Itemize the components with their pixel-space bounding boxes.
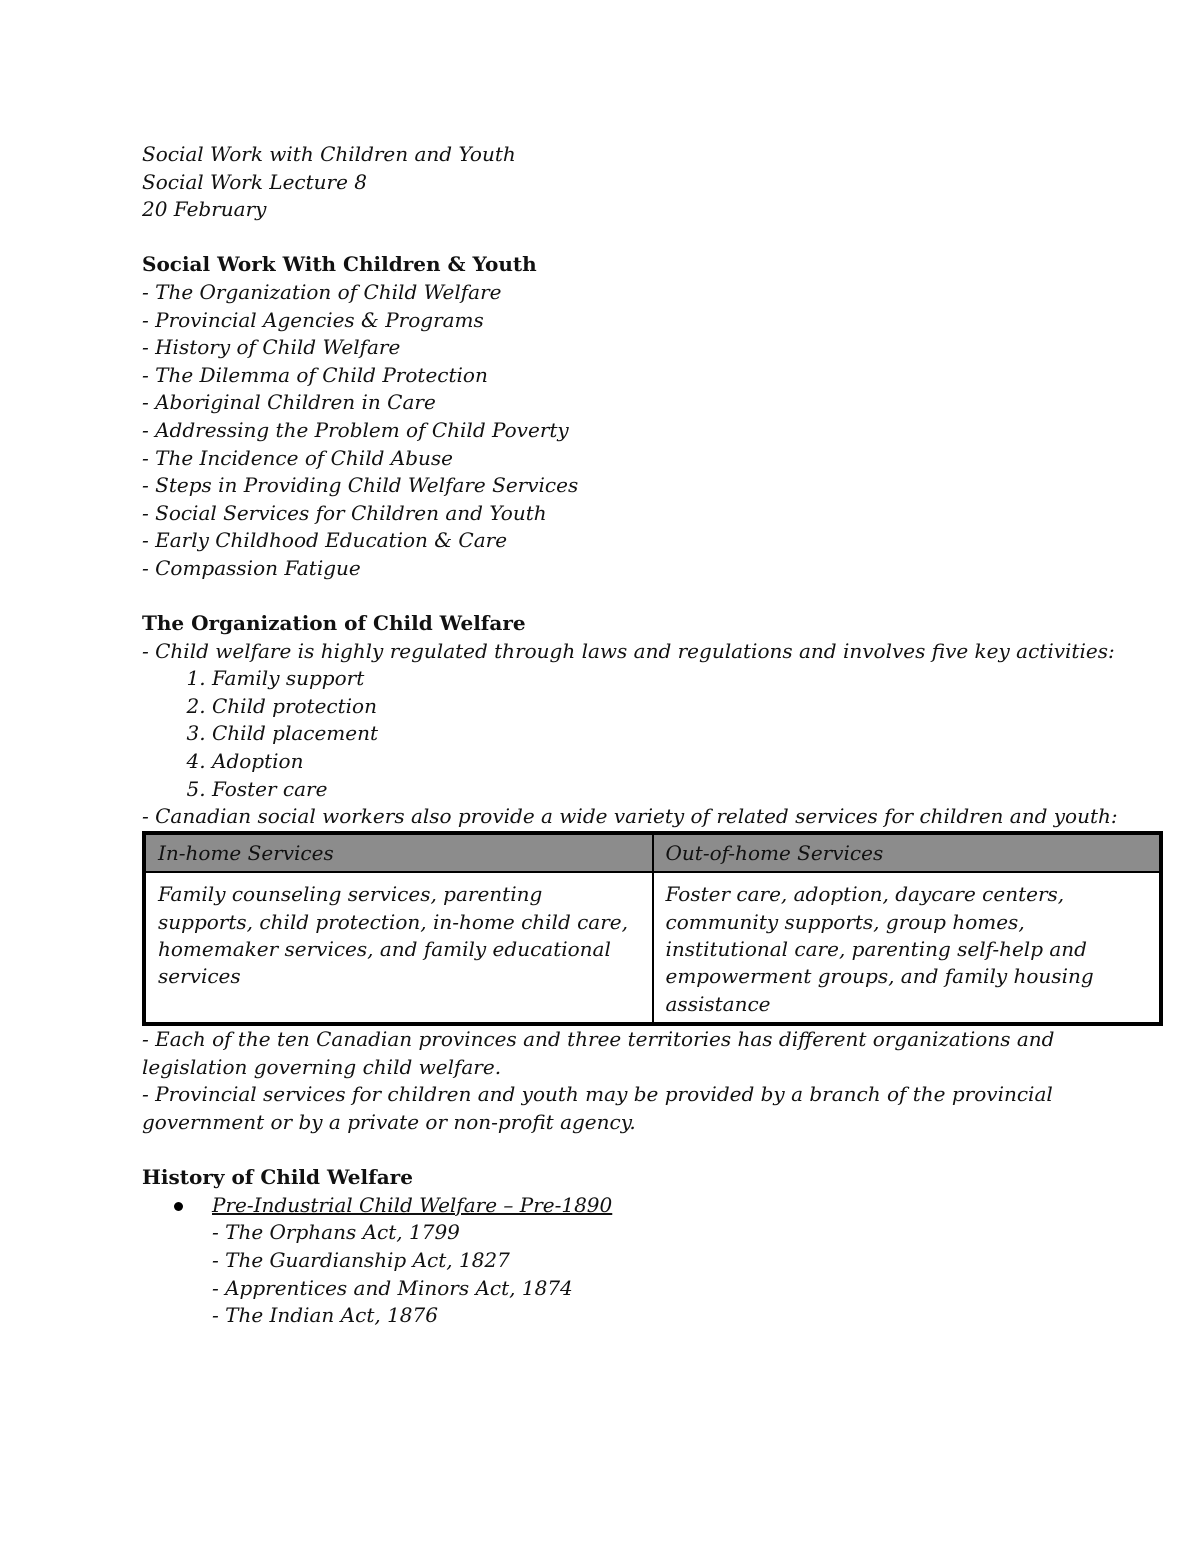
overview-list xyxy=(142,279,1162,583)
list-item: - Apprentices and Minors Act, 1874 xyxy=(212,1275,573,1300)
related-services-text: - Canadian social workers also provide a wide variety of related services for children and youth: xyxy=(142,804,1118,829)
lecture-title: Social Work Lecture 8 xyxy=(142,169,368,194)
provinces-text: - Each of the ten Canadian provinces and three territories has different organizations and legislation governing child welfare. xyxy=(142,1027,1055,1079)
provincial-services-text: - Provincial services for children and youth may be provided by a branch of the provincial government or by a private or non-profit agency. xyxy=(142,1082,1053,1135)
acts-list xyxy=(212,1219,1162,1329)
list-item: - Social Services for Children and Youth xyxy=(142,500,547,525)
list-item: - History of Child Welfare xyxy=(142,335,401,360)
spacer xyxy=(142,1137,1162,1165)
list-item: 3. Child placement xyxy=(212,720,1162,748)
services-table xyxy=(142,831,1163,1026)
list-item: - The Orphans Act, 1799 xyxy=(212,1220,460,1245)
spacer xyxy=(142,224,1162,252)
list-item: 2. Child protection xyxy=(212,693,1162,721)
list-item: - Aboriginal Children in Care xyxy=(142,390,436,415)
history-list xyxy=(142,1192,1162,1330)
document-body xyxy=(142,141,1162,1330)
course-title: Social Work with Children and Youth xyxy=(142,142,516,166)
lecture-date: 20 February xyxy=(142,197,267,222)
table-header-cell: Out-of-home Services xyxy=(653,833,1162,872)
list-item: - The Organization of Child Welfare xyxy=(142,279,502,304)
list-item: - The Incidence of Child Abuse xyxy=(142,445,453,470)
list-item: - Early Childhood Education & Care xyxy=(142,528,508,553)
table-header-row xyxy=(144,833,1161,872)
list-item: - The Dilemma of Child Protection xyxy=(142,362,488,387)
list-item: - Compassion Fatigue xyxy=(142,555,361,580)
activities-list xyxy=(142,665,1162,803)
table-row xyxy=(144,872,1161,1024)
list-item: 4. Adoption xyxy=(212,748,1162,776)
period-title: Pre-Industrial Child Welfare – Pre-1890 xyxy=(212,1192,613,1217)
list-item: - Provincial Agencies & Programs xyxy=(142,307,484,332)
list-item: - Addressing the Problem of Child Poverty xyxy=(142,417,569,442)
list-item: 1. Family support xyxy=(212,665,1162,693)
list-item xyxy=(212,1192,1162,1330)
list-item: - The Guardianship Act, 1827 xyxy=(212,1248,510,1273)
organization-heading: The Organization of Child Welfare xyxy=(142,611,526,636)
table-cell: Foster care, adoption, daycare centers, community supports, group homes, institutional care, parenting self-help and empowerment groups, and family housing assistance xyxy=(653,872,1162,1024)
list-item: - The Indian Act, 1876 xyxy=(212,1303,438,1328)
organization-intro: - Child welfare is highly regulated through laws and regulations and involves five key activities: xyxy=(142,638,1115,663)
table-cell: Family counseling services, parenting supports, child protection, in-home child care, homemaker services, and family educational services xyxy=(144,872,653,1024)
list-item: 5. Foster care xyxy=(212,776,1162,804)
overview-heading: Social Work With Children & Youth xyxy=(142,252,537,277)
table-header-cell: In-home Services xyxy=(144,833,653,872)
list-item: - Steps in Providing Child Welfare Services xyxy=(142,473,579,498)
history-heading: History of Child Welfare xyxy=(142,1165,413,1190)
spacer xyxy=(142,583,1162,611)
